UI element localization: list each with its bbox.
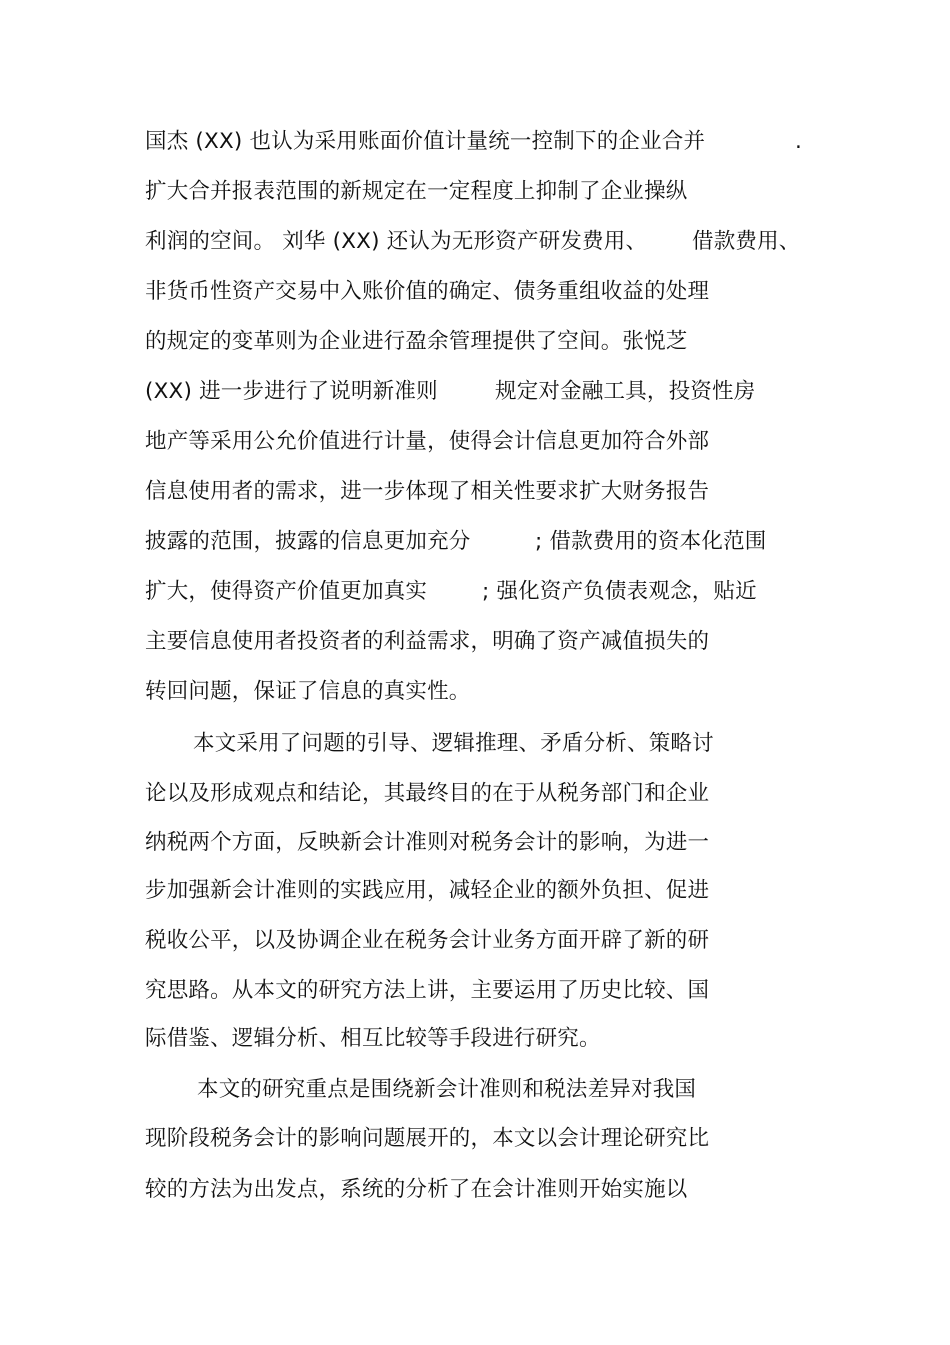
text-segment: 步加强新会计准则的实践应用，减轻企业的额外负担、促进 <box>145 878 710 903</box>
text-segment: ; 强化资产负债表观念，贴近 <box>482 579 757 604</box>
text-segment: 借款费用、 <box>692 229 801 254</box>
text-segment: 较的方法为出发点，系统的分析了在会计准则开始实施以 <box>145 1177 688 1202</box>
text-segment: 纳税两个方面，反映新会计准则对税务会计的影响，为进一 <box>145 830 710 855</box>
text-segment: 主要信息使用者投资者的利益需求，明确了资产减值损失的 <box>145 629 710 654</box>
text-segment: 国杰 (XX) 也认为采用账面价值计量统一控制下的企业合并 <box>145 129 706 154</box>
text-segment: 税收公平，以及协调企业在税务会计业务方面开辟了新的研 <box>145 928 710 953</box>
text-segment: 本文的研究重点是围绕新会计准则和税法差异对我国 <box>197 1077 697 1102</box>
text-segment: 的规定的变革则为企业进行盈余管理提供了空间。张悦芝 <box>145 329 688 354</box>
text-segment: 扩大，使得资产价值更加真实 <box>145 579 428 604</box>
text-segment: 转回问题，保证了信息的真实性。 <box>145 679 471 704</box>
text-segment: 地产等采用公允价值进行计量，使得会计信息更加符合外部 <box>145 429 710 454</box>
text-segment: (XX) 进一步进行了说明新准则 <box>145 379 438 404</box>
text-segment: 披露的范围，披露的信息更加充分 <box>145 529 471 554</box>
text-segment: 非货币性资产交易中入账价值的确定、债务重组收益的处理 <box>145 279 710 304</box>
text-segment: 本文采用了问题的引导、逻辑推理、矛盾分析、策略讨 <box>193 731 714 756</box>
text-segment: 规定对金融工具，投资性房 <box>495 379 756 404</box>
text-segment: 现阶段税务会计的影响问题展开的，本文以会计理论研究比 <box>145 1126 710 1151</box>
text-segment: 利润的空间。 刘华 (XX) 还认为无形资产研发费用、 <box>145 229 648 254</box>
text-segment: 扩大合并报表范围的新规定在一定程度上抑制了企业操纵 <box>145 179 688 204</box>
text-segment: 究思路。从本文的研究方法上讲，主要运用了历史比较、国 <box>145 978 710 1003</box>
text-segment: 论以及形成观点和结论，其最终目的在于从税务部门和企业 <box>145 781 710 806</box>
text-segment: ; 借款费用的资本化范围 <box>535 529 767 554</box>
text-segment: 信息使用者的需求，进一步体现了相关性要求扩大财务报告 <box>145 479 710 504</box>
text-segment: . <box>795 129 803 154</box>
text-segment: 际借鉴、逻辑分析、相互比较等手段进行研究。 <box>145 1026 601 1051</box>
